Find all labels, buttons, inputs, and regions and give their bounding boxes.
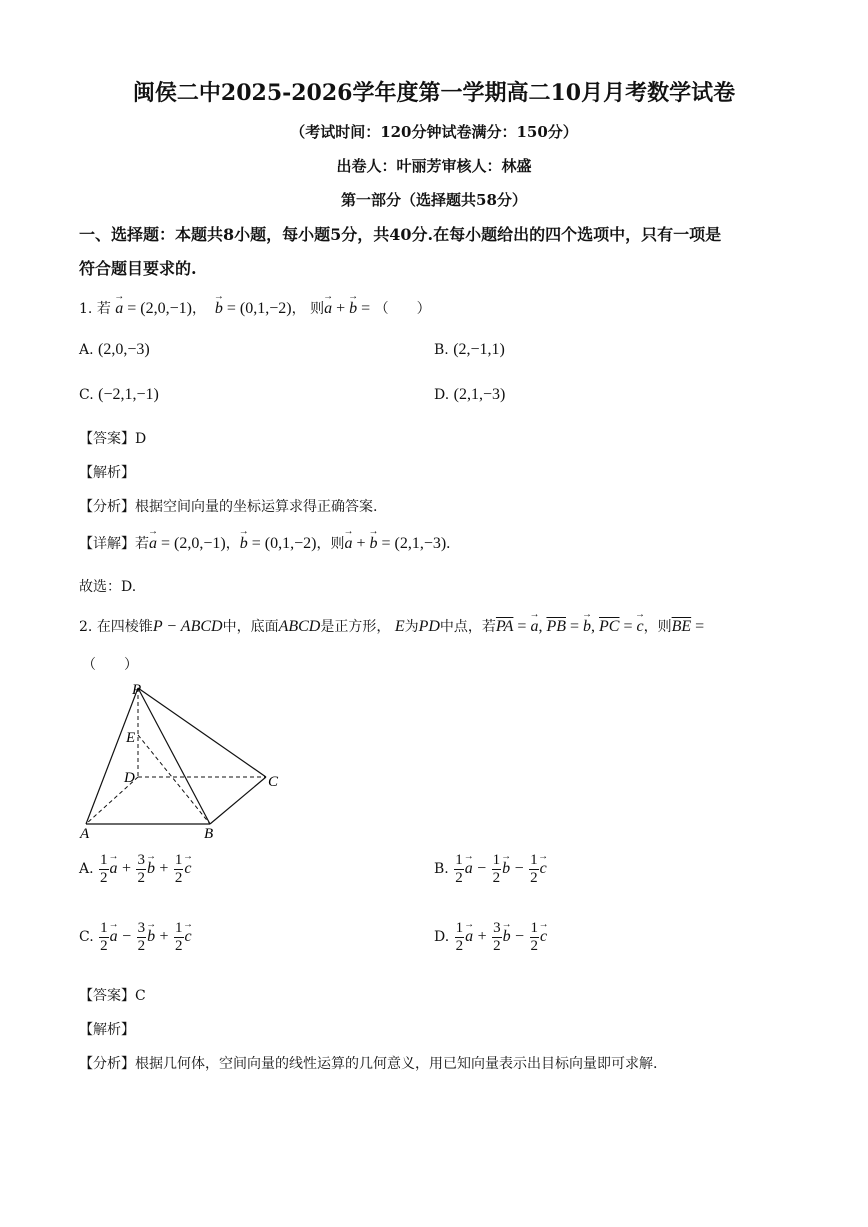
- coef-1: $\frac{1}{2}$: [100, 920, 108, 954]
- option-value: (2,−1,1): [453, 341, 505, 358]
- detail-b-value: (0,1,−2): [264, 535, 317, 552]
- sign-2: +: [159, 928, 169, 945]
- detail-tag: 【详解】: [79, 536, 135, 552]
- edge-bc: [210, 777, 266, 824]
- q1-answer: [79, 428, 146, 448]
- coef-1: $\frac{1}{2}$: [100, 852, 108, 886]
- label-b: B: [204, 826, 214, 842]
- option-label: C.: [79, 929, 94, 945]
- q2-option-b[interactable]: B. $\frac{1}{2}$ → a − $\frac{1}{2}$ → b − $\frac{1}{2}$ → c: [434, 852, 547, 886]
- q1-then: 则: [310, 301, 325, 317]
- q2-text-4: 为: [404, 619, 419, 635]
- sign-2: −: [514, 860, 524, 877]
- detail-result: (2,1,−3): [394, 535, 447, 552]
- option-label: B.: [434, 861, 449, 877]
- q1-blank: （ ）: [374, 301, 431, 317]
- detail-prefix: 若: [135, 536, 149, 552]
- part-title: 第一部分（选择题共58分）: [341, 191, 527, 209]
- label-d: D: [124, 770, 135, 786]
- q2-pd: PD: [418, 618, 440, 635]
- q2-option-d[interactable]: D. $\frac{1}{2}$ → a + $\frac{3}{2}$ → b − $\frac{1}{2}$ → c: [434, 920, 547, 954]
- option-label: A.: [79, 861, 94, 877]
- option-label: B.: [434, 342, 449, 358]
- option-label: A.: [79, 342, 94, 358]
- coef-3: $\frac{1}{2}$: [530, 852, 538, 886]
- coef-2: $\frac{3}{2}$: [493, 920, 501, 954]
- fenxi-tag: 【分析】: [79, 1056, 135, 1072]
- q1-option-b[interactable]: [434, 341, 505, 359]
- coef-3: $\frac{1}{2}$: [175, 920, 183, 954]
- label-a: A: [80, 826, 90, 842]
- sign-1: −: [477, 860, 487, 877]
- coef-2: $\frac{3}{2}$: [137, 920, 146, 954]
- q1-choose: 故选：D.: [79, 579, 137, 595]
- answer-tag: 【答案】: [79, 988, 135, 1004]
- sign-1: +: [121, 860, 131, 877]
- answer-value: C: [135, 988, 146, 1004]
- pyramid-figure: [76, 680, 286, 845]
- q2-fenxi: [79, 1053, 657, 1073]
- question-2-stem: 2. 在四棱锥P − ABCD中，底面ABCD是正方形， E为PD中点，若$\overline{PA}$ = → a, $\overline{PB}$ = → b, $\overline{PC}$ = → c，则$\overline{BE}$ =: [79, 616, 704, 636]
- label-e: E: [126, 730, 136, 746]
- answer-tag: 【答案】: [79, 431, 135, 447]
- q2-text-1: 在四棱锥: [96, 619, 153, 635]
- q1-prefix: 若: [96, 301, 111, 317]
- q2-blank: （ ）: [82, 657, 138, 673]
- question-number: 2.: [79, 619, 93, 635]
- q2-e-point: E: [394, 618, 405, 635]
- sign-1: +: [477, 928, 487, 945]
- fenxi-text: 根据几何体，空间向量的线性运算的几何意义，用已知向量表示出目标向量即可求解.: [135, 1056, 658, 1072]
- q1-detail: 【详解】若→ a = (2,0,−1)，→ b = (0,1,−2)，则→ a + → b = (2,1,−3).: [79, 533, 450, 553]
- q2-answer: [79, 985, 146, 1005]
- fenxi-text: 根据空间向量的坐标运算求得正确答案.: [135, 499, 378, 515]
- q1-a-value: (2,0,−1): [140, 300, 192, 317]
- edge-pa: [86, 688, 138, 824]
- coef-3: $\frac{1}{2}$: [174, 852, 183, 886]
- q1-option-d[interactable]: [434, 386, 505, 404]
- q2-option-c[interactable]: C. $\frac{1}{2}$ → a − $\frac{3}{2}$ → b + $\frac{1}{2}$ → c: [79, 920, 192, 954]
- q2-text-2: 中，底面: [222, 619, 279, 635]
- sign-1: −: [122, 928, 132, 945]
- option-value: (2,1,−3): [453, 386, 506, 403]
- coef-3: $\frac{1}{2}$: [530, 920, 539, 954]
- q2-option-a[interactable]: A. $\frac{1}{2}$ → a + $\frac{3}{2}$ → b + $\frac{1}{2}$ → c: [79, 852, 192, 886]
- q2-pyramid: P − ABCD: [152, 618, 223, 635]
- sign-2: +: [159, 860, 169, 877]
- label-p: P: [132, 682, 142, 698]
- coef-1: $\frac{1}{2}$: [455, 852, 463, 886]
- sign-2: −: [515, 928, 525, 945]
- option-label: D.: [434, 387, 450, 403]
- question-number: 1.: [79, 301, 93, 317]
- option-label: D.: [434, 929, 450, 945]
- question-1-stem: 1. 若 → a = (2,0,−1)， → b = (0,1,−2)， 则→ a + → b = （ ）: [79, 298, 431, 318]
- q2-base: ABCD: [278, 618, 321, 635]
- authors-line: 出卷人：叶丽芳审核人：林盛: [336, 157, 532, 175]
- q1-b-value: (0,1,−2): [239, 300, 292, 317]
- coef-1: $\frac{1}{2}$: [455, 920, 464, 954]
- coef-2: $\frac{3}{2}$: [137, 852, 145, 886]
- q1-option-a[interactable]: [79, 341, 150, 359]
- page-title: 闽侯二中2025-2026学年度第一学期高二10月月考数学试卷: [132, 80, 736, 106]
- option-value: (2,0,−3): [98, 341, 150, 358]
- q1-analysis-tag: 【解析】: [79, 465, 135, 481]
- edge-pb: [138, 688, 210, 824]
- q1-option-c[interactable]: [79, 386, 159, 404]
- detail-then: 则: [330, 536, 345, 552]
- edge-pc: [138, 688, 266, 777]
- coef-2: $\frac{1}{2}$: [492, 852, 501, 886]
- fenxi-tag: 【分析】: [79, 499, 135, 515]
- q2-analysis-tag: 【解析】: [79, 1022, 135, 1038]
- edge-eb: [138, 735, 210, 824]
- label-c: C: [268, 774, 279, 790]
- section-heading-line2: 符合题目要求的.: [79, 259, 197, 278]
- section-heading-line1: 一、选择题：本题共8小题，每小题5分，共40分.在每小题给出的四个选项中，只有一项是: [79, 225, 722, 244]
- detail-a-value: (2,0,−1): [174, 535, 226, 552]
- option-value: (−2,1,−1): [98, 386, 159, 403]
- q2-then: ，则: [643, 619, 672, 635]
- exam-info: （考试时间：120分钟试卷满分：150分）: [290, 123, 578, 141]
- option-label: C.: [79, 387, 94, 403]
- q1-fenxi: [79, 496, 377, 516]
- q2-text-3: 是正方形，: [320, 619, 391, 635]
- q2-text-5: 中点，若: [439, 619, 496, 635]
- answer-value: D: [135, 431, 147, 447]
